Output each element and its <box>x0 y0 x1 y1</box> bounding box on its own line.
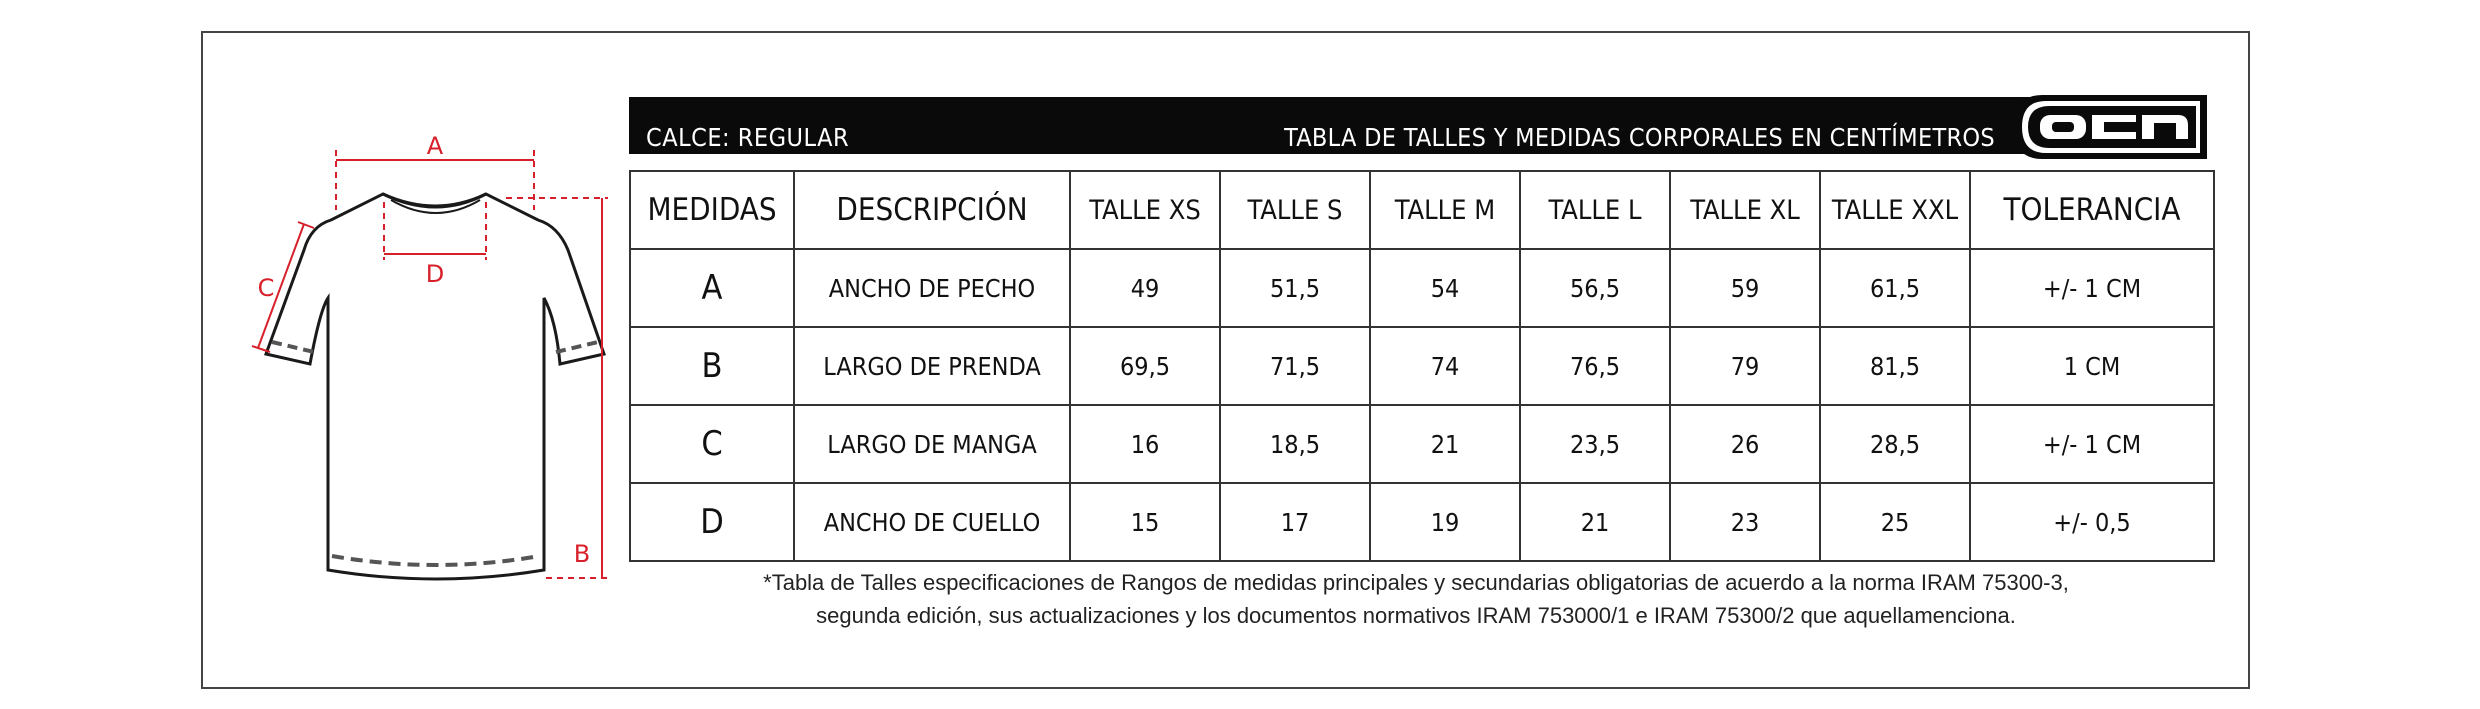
ocn-logo <box>2012 93 2207 161</box>
measure-letter: D <box>630 483 794 561</box>
value-xs: 15 <box>1070 483 1220 561</box>
tolerance: +/- 1 CM <box>1970 405 2214 483</box>
value-xl: 79 <box>1670 327 1820 405</box>
footnote <box>629 566 2203 632</box>
tshirt-diagram <box>236 130 616 610</box>
table-row <box>630 327 2214 405</box>
value-m: 74 <box>1370 327 1520 405</box>
value-xl: 26 <box>1670 405 1820 483</box>
value-xl: 23 <box>1670 483 1820 561</box>
value-l: 76,5 <box>1520 327 1670 405</box>
table-row <box>630 249 2214 327</box>
value-s: 71,5 <box>1220 327 1370 405</box>
value-m: 21 <box>1370 405 1520 483</box>
col-header-tolerancia: TOLERANCIA <box>1970 171 2214 249</box>
table-row <box>630 405 2214 483</box>
table-header-row <box>630 171 2214 249</box>
col-header-xxl: TALLE XXL <box>1820 171 1970 249</box>
col-header-m: TALLE M <box>1370 171 1520 249</box>
value-xl: 59 <box>1670 249 1820 327</box>
col-header-medidas: MEDIDAS <box>630 171 794 249</box>
label-b: B <box>573 540 591 568</box>
label-c: C <box>257 274 275 302</box>
value-xxl: 25 <box>1820 483 1970 561</box>
value-l: 56,5 <box>1520 249 1670 327</box>
table-title: TABLA DE TALLES Y MEDIDAS CORPORALES EN CENTÍMETROS <box>1284 123 1995 152</box>
measure-description: ANCHO DE PECHO <box>794 249 1070 327</box>
col-header-l: TALLE L <box>1520 171 1670 249</box>
fit-label: CALCE: REGULAR <box>646 123 850 152</box>
value-m: 54 <box>1370 249 1520 327</box>
value-l: 23,5 <box>1520 405 1670 483</box>
measure-description: ANCHO DE CUELLO <box>794 483 1070 561</box>
value-xs: 16 <box>1070 405 1220 483</box>
ocn-logo-icon <box>2012 93 2207 161</box>
footnote-line-2: segunda edición, sus actualizaciones y los documentos normativos IRAM 753000/1 e IRAM 75300/2 que aquellamenciona. <box>816 603 2016 628</box>
measure-description: LARGO DE PRENDA <box>794 327 1070 405</box>
col-header-xs: TALLE XS <box>1070 171 1220 249</box>
value-xxl: 61,5 <box>1820 249 1970 327</box>
measure-description: LARGO DE MANGA <box>794 405 1070 483</box>
col-header-s: TALLE S <box>1220 171 1370 249</box>
tolerance: +/- 0,5 <box>1970 483 2214 561</box>
value-s: 51,5 <box>1220 249 1370 327</box>
value-xxl: 28,5 <box>1820 405 1970 483</box>
label-a: A <box>426 132 444 160</box>
measure-letter: B <box>630 327 794 405</box>
value-xxl: 81,5 <box>1820 327 1970 405</box>
value-s: 17 <box>1220 483 1370 561</box>
value-xs: 49 <box>1070 249 1220 327</box>
value-l: 21 <box>1520 483 1670 561</box>
value-s: 18,5 <box>1220 405 1370 483</box>
value-xs: 69,5 <box>1070 327 1220 405</box>
col-header-descripcion: DESCRIPCIÓN <box>794 171 1070 249</box>
measure-letter: A <box>630 249 794 327</box>
label-d: D <box>425 260 445 288</box>
value-m: 19 <box>1370 483 1520 561</box>
tolerance: +/- 1 CM <box>1970 249 2214 327</box>
footnote-line-1: *Tabla de Talles especificaciones de Rangos de medidas principales y secundarias obligatorias de acuerdo a la norma IRAM 75300-3, <box>763 570 2069 595</box>
table-row <box>630 483 2214 561</box>
size-table <box>629 170 2215 562</box>
table-header-bar <box>629 97 2203 154</box>
measure-letter: C <box>630 405 794 483</box>
tolerance: 1 CM <box>1970 327 2214 405</box>
tshirt-outline <box>266 194 604 579</box>
col-header-xl: TALLE XL <box>1670 171 1820 249</box>
